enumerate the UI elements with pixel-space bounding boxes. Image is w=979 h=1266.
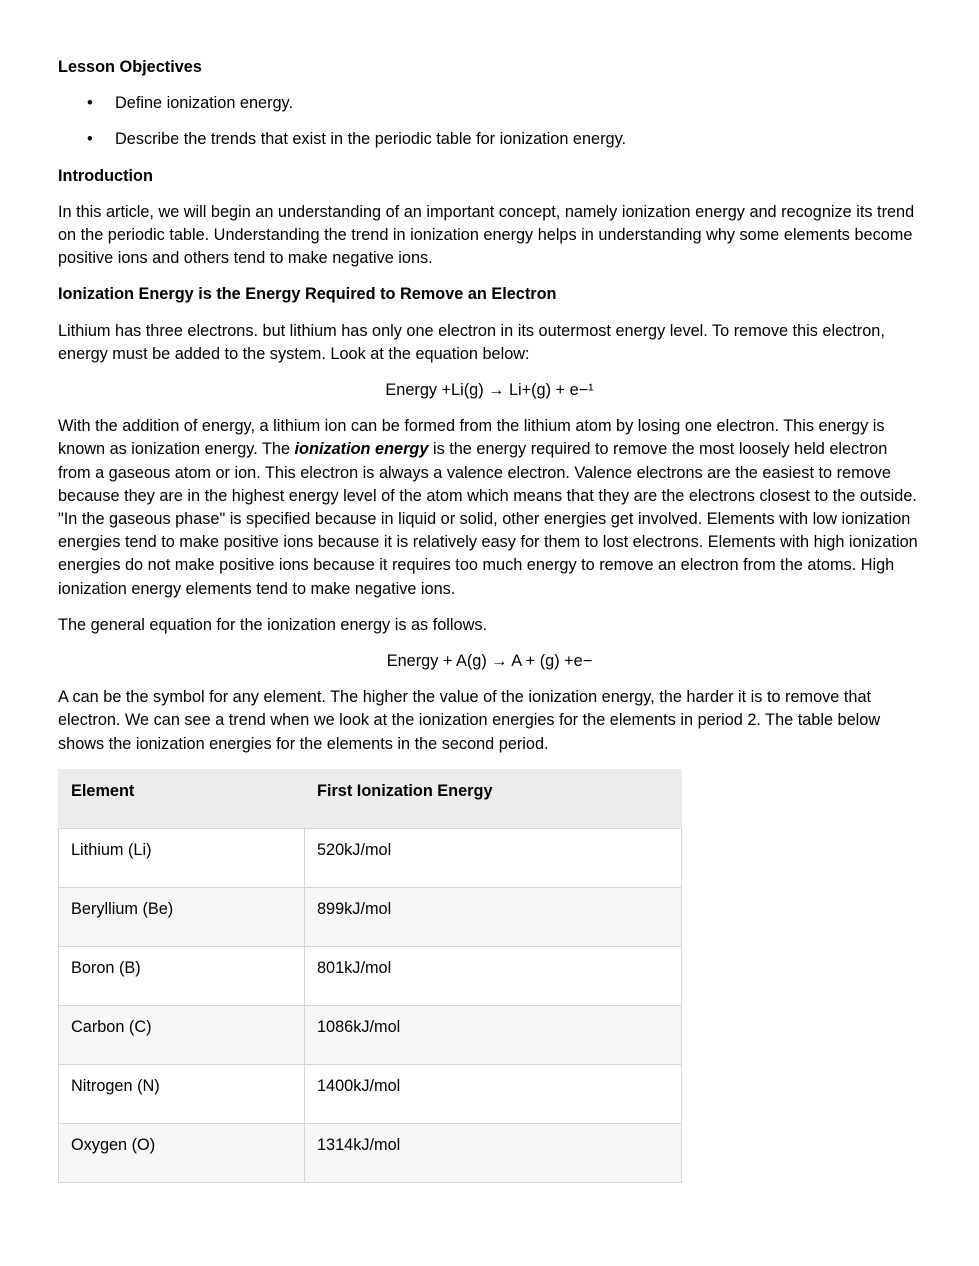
energy-cell: 1400kJ/mol bbox=[305, 1064, 682, 1123]
general-equation-intro: The general equation for the ionization energy is as follows. bbox=[58, 615, 487, 634]
objectives-list bbox=[58, 92, 921, 151]
introduction-paragraph: In this article, we will begin an understanding of an important concept, namely ionization energy and recognize its trend on the periodic table. Understanding the trend in ionization energy helps in understanding why some elements become positive ions and others tend to make negative ions. bbox=[58, 202, 915, 268]
list-item bbox=[58, 128, 921, 151]
element-cell: Oxygen (O) bbox=[59, 1123, 305, 1182]
ionization-energy-term: ionization energy bbox=[294, 440, 429, 459]
table-row bbox=[59, 946, 682, 1005]
general-equation: Energy + A(g) → A + (g) +e− bbox=[386, 652, 593, 671]
energy-cell: 1314kJ/mol bbox=[305, 1123, 682, 1182]
section-heading: Ionization Energy is the Energy Required to Remove an Electron bbox=[58, 285, 557, 304]
lithium-paragraph: Lithium has three electrons. but lithium has only one electron in its outermost energy level. To remove this electron, energy must be added to the system. Look at the equation below: bbox=[58, 321, 885, 363]
definition-text-start: With the addition of energy, a lithium ion can be formed from the lithium atom by losing one electron. This energy is known as ionization energy. The bbox=[58, 417, 885, 459]
table-row bbox=[59, 887, 682, 946]
energy-cell: 520kJ/mol bbox=[305, 828, 682, 887]
table-header-row bbox=[59, 769, 682, 828]
lithium-equation: Energy +Li(g) → Li+(g) + e−¹ bbox=[385, 381, 594, 400]
element-cell: Boron (B) bbox=[59, 946, 305, 1005]
column-header-element: Element bbox=[59, 769, 305, 828]
definition-text-end: is the energy required to remove the most loosely held electron from a gaseous atom or ion. This electron is always a valence electron. Valence electrons are the easiest to remove because they are in the highest energy level of the atom which means that they are the electrons closest to the outside. "In the gaseous phase" is specified because in liquid or solid, other energies get involved. Elements with low ionization energies tend to make positive ions because it is relatively easy for them to lost electrons. Elements with high ionization energies do not make positive ions because it requires too much energy to remove an electron from the atoms. High ionization energy elements tend to make negative ions. bbox=[58, 440, 918, 598]
element-cell: Beryllium (Be) bbox=[59, 887, 305, 946]
ionization-energy-table bbox=[58, 769, 682, 1183]
table-row bbox=[59, 1123, 682, 1182]
element-cell: Nitrogen (N) bbox=[59, 1064, 305, 1123]
element-cell: Carbon (C) bbox=[59, 1005, 305, 1064]
bullet-icon: • bbox=[87, 130, 93, 149]
objective-text: Describe the trends that exist in the periodic table for ionization energy. bbox=[115, 130, 627, 149]
objectives-heading: Lesson Objectives bbox=[58, 58, 202, 76]
energy-cell: 899kJ/mol bbox=[305, 887, 682, 946]
trend-paragraph: A can be the symbol for any element. The higher the value of the ionization energy, the harder it is to remove that electron. We can see a trend when we look at the ionization energies for the elements in period 2. The table below shows the ionization energies for the elements in the second period. bbox=[58, 688, 881, 753]
energy-cell: 1086kJ/mol bbox=[305, 1005, 682, 1064]
definition-paragraph bbox=[58, 415, 921, 601]
introduction-heading: Introduction bbox=[58, 166, 153, 185]
table-row bbox=[59, 1064, 682, 1123]
table-row bbox=[59, 828, 682, 887]
list-item bbox=[58, 92, 921, 115]
element-cell: Lithium (Li) bbox=[59, 828, 305, 887]
column-header-energy: First Ionization Energy bbox=[305, 769, 682, 828]
objective-text: Define ionization energy. bbox=[115, 94, 293, 113]
bullet-icon: • bbox=[87, 94, 93, 113]
energy-cell: 801kJ/mol bbox=[305, 946, 682, 1005]
table-row bbox=[59, 1005, 682, 1064]
